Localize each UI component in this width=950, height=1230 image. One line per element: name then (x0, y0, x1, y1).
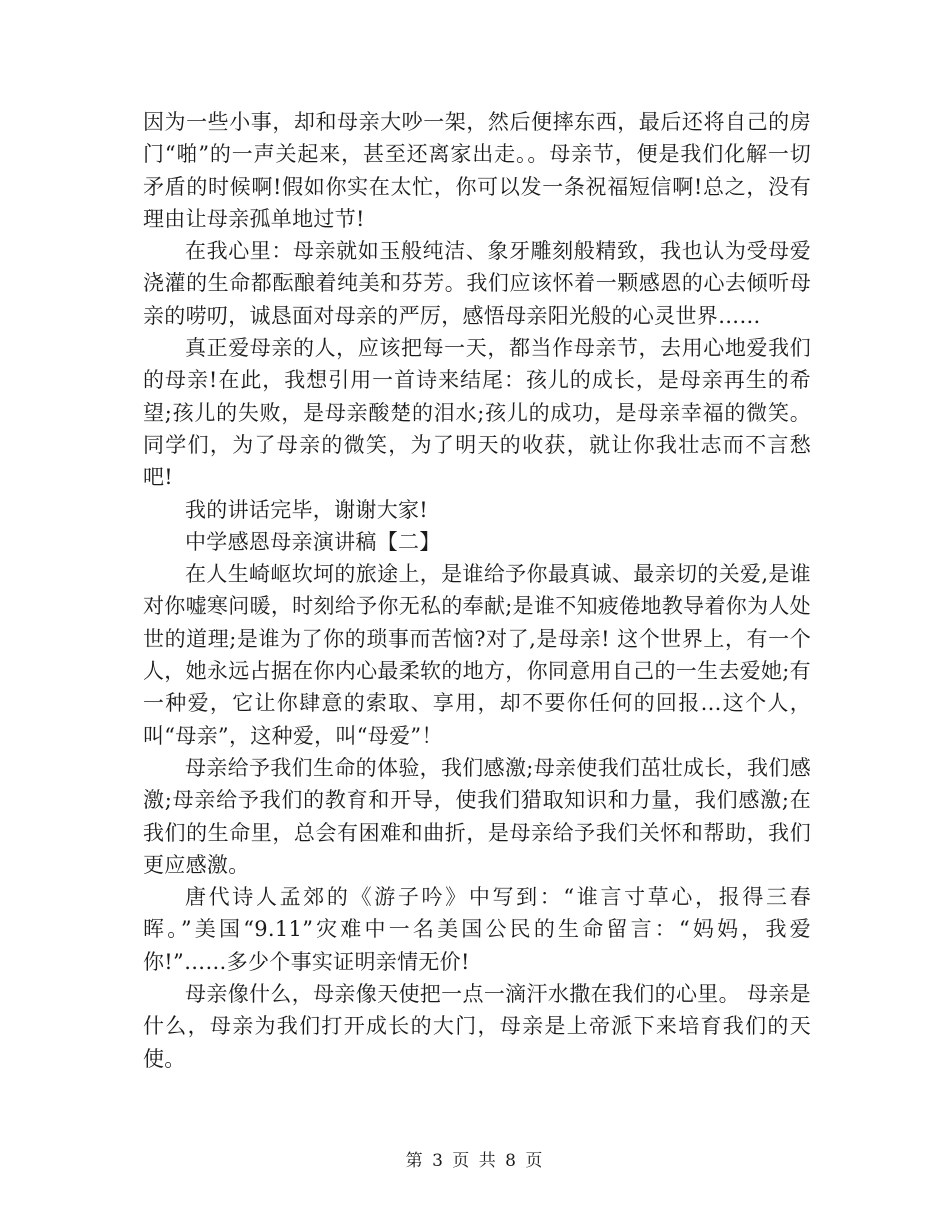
paragraph-3: 真正爱母亲的人，应该把每一天，都当作母亲节，去用心地爱我们的母亲!在此，我想引用一首诗来结尾：孩儿的成长，是母亲再生的希望;孩儿的失败，是母亲酸楚的泪水;孩儿的成功，是母亲幸福的微笑。同学们，为了母亲的微笑，为了明天的收获，就让你我壮志而不言愁吧! (143, 336, 811, 490)
document-body (143, 106, 811, 1075)
paragraph-6: 母亲给予我们生命的体验，我们感激;母亲使我们茁壮成长，我们感激;母亲给予我们的教育和开导，使我们猎取知识和力量，我们感激;在我们的生命里，总会有困难和曲折，是母亲给予我们关怀和帮助，我们更应感激。 (143, 755, 811, 877)
paragraph-4: 我的讲话完毕，谢谢大家! (185, 497, 429, 522)
paragraph-2: 在我心里：母亲就如玉般纯洁、象牙雕刻般精致，我也认为受母爱浇灌的生命都酝酿着纯美和芬芳。我们应该怀着一颗感恩的心去倾听母亲的唠叨，诚恳面对母亲的严厉，感悟母亲阳光般的心灵世界…… (143, 239, 811, 328)
section-heading: 中学感恩母亲演讲稿【二】 (185, 529, 441, 554)
page-number-footer: 第 3 页 共 8 页 (405, 1151, 545, 1171)
paragraph-8: 母亲像什么，母亲像天使把一点一滴汗水撒在我们的心里。 母亲是什么，母亲为我们打开成长的大门，母亲是上帝派下来培育我们的天使。 (143, 982, 811, 1071)
paragraph-5: 在人生崎岖坎坷的旅途上，是谁给予你最真诚、最亲切的关爱,是谁对你嘘寒问暖，时刻给予你无私的奉献;是谁不知疲倦地教导着你为人处世的道理;是谁为了你的琐事而苦恼?对了,是母亲! 这个世界上，有一个人，她永远占据在你内心最柔软的地方，你同意用自己的一生去爱她;有一种爱，它让你肆意的索取、享用，却不要你任何的回报…这个人，叫“母亲”，这种爱，叫“母爱”！ (143, 562, 811, 748)
paragraph-1: 因为一些小事，却和母亲大吵一架，然后便摔东西，最后还将自己的房门“啪”的一声关起来，甚至还离家出走。。母亲节，便是我们化解一切矛盾的时候啊!假如你实在太忙，你可以发一条祝福短信啊!总之，没有理由让母亲孤单地过节! (143, 110, 811, 231)
paragraph-7: 唐代诗人孟郊的《游子吟》中写到：“谁言寸草心，报得三春晖。”美国“9.11”灾难中一名美国公民的生命留言：“妈妈，我爱你!”……多少个事实证明亲情无价! (143, 885, 811, 974)
